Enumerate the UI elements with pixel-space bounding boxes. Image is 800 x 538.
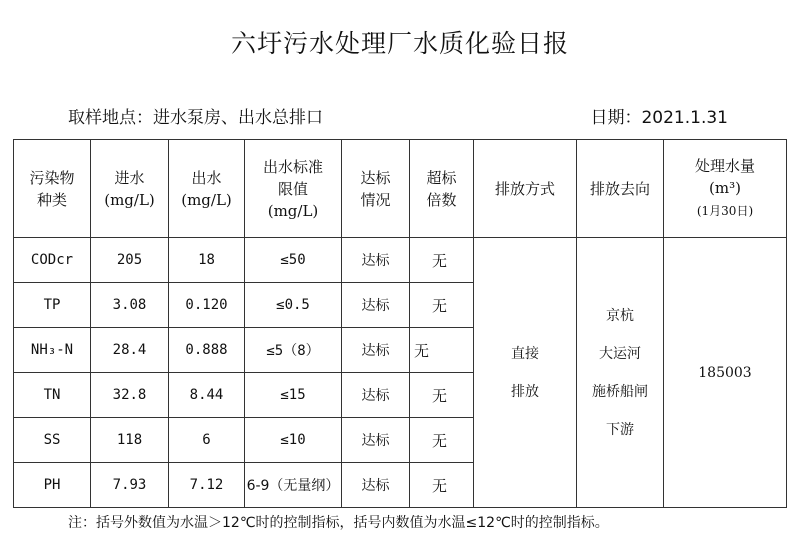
col-outflow: 出水 (mg/L) xyxy=(169,140,245,238)
col-limit: 出水标准 限值 (mg/L) xyxy=(245,140,342,238)
outflow-cell: 6 xyxy=(169,418,245,463)
exceed-cell: 无 xyxy=(410,283,474,328)
outflow-cell: 18 xyxy=(169,238,245,283)
inflow-cell: 32.8 xyxy=(91,373,169,418)
footnote: 注：括号外数值为水温＞12℃时的控制指标，括号内数值为水温≤12℃时的控制指标。 xyxy=(68,515,609,531)
exceed-cell: 无 xyxy=(410,463,474,508)
pollutant-cell: SS xyxy=(14,418,91,463)
inflow-cell: 205 xyxy=(91,238,169,283)
exceed-cell: 无 xyxy=(410,373,474,418)
status-cell: 达标 xyxy=(342,463,410,508)
limit-cell: ≤10 xyxy=(245,418,342,463)
report-title: 六圩污水处理厂水质化验日报 xyxy=(230,29,569,58)
pollutant-cell: CODcr xyxy=(14,238,91,283)
report-date: 日期：2021.1.31 xyxy=(590,108,728,128)
outflow-cell: 0.120 xyxy=(169,283,245,328)
col-status: 达标 情况 xyxy=(342,140,410,238)
col-pollutant: 污染物 种类 xyxy=(14,140,91,238)
inflow-cell: 7.93 xyxy=(91,463,169,508)
inflow-cell: 28.4 xyxy=(91,328,169,373)
limit-cell: ≤5（8） xyxy=(245,328,342,373)
exceed-cell: 无 xyxy=(410,238,474,283)
inflow-cell: 118 xyxy=(91,418,169,463)
discharge-mode-cell: 直接 排放 xyxy=(474,238,577,508)
col-exceed: 超标 倍数 xyxy=(410,140,474,238)
water-quality-table xyxy=(13,139,787,508)
pollutant-cell: PH xyxy=(14,463,91,508)
outflow-cell: 0.888 xyxy=(169,328,245,373)
pollutant-cell: NH₃-N xyxy=(14,328,91,373)
exceed-cell: 无 xyxy=(410,328,474,373)
col-discharge-mode: 排放方式 xyxy=(474,140,577,238)
inflow-cell: 3.08 xyxy=(91,283,169,328)
status-cell: 达标 xyxy=(342,418,410,463)
col-volume: 处理水量 (m³) (1月30日) xyxy=(664,140,787,238)
status-cell: 达标 xyxy=(342,328,410,373)
outflow-cell: 8.44 xyxy=(169,373,245,418)
limit-cell: ≤50 xyxy=(245,238,342,283)
table-row xyxy=(14,238,787,283)
limit-cell: ≤15 xyxy=(245,373,342,418)
discharge-dest-cell: 京杭 大运河 施桥船闸 下游 xyxy=(577,238,664,508)
status-cell: 达标 xyxy=(342,373,410,418)
status-cell: 达标 xyxy=(342,238,410,283)
outflow-cell: 7.12 xyxy=(169,463,245,508)
volume-cell: 185003 xyxy=(664,238,787,508)
col-inflow: 进水 (mg/L) xyxy=(91,140,169,238)
pollutant-cell: TP xyxy=(14,283,91,328)
sampling-location: 取样地点：进水泵房、出水总排口 xyxy=(68,108,323,128)
exceed-cell: 无 xyxy=(410,418,474,463)
limit-cell: ≤0.5 xyxy=(245,283,342,328)
status-cell: 达标 xyxy=(342,283,410,328)
header-row xyxy=(14,140,787,238)
limit-cell: 6-9（无量纲） xyxy=(245,463,342,508)
col-discharge-dest: 排放去向 xyxy=(577,140,664,238)
pollutant-cell: TN xyxy=(14,373,91,418)
